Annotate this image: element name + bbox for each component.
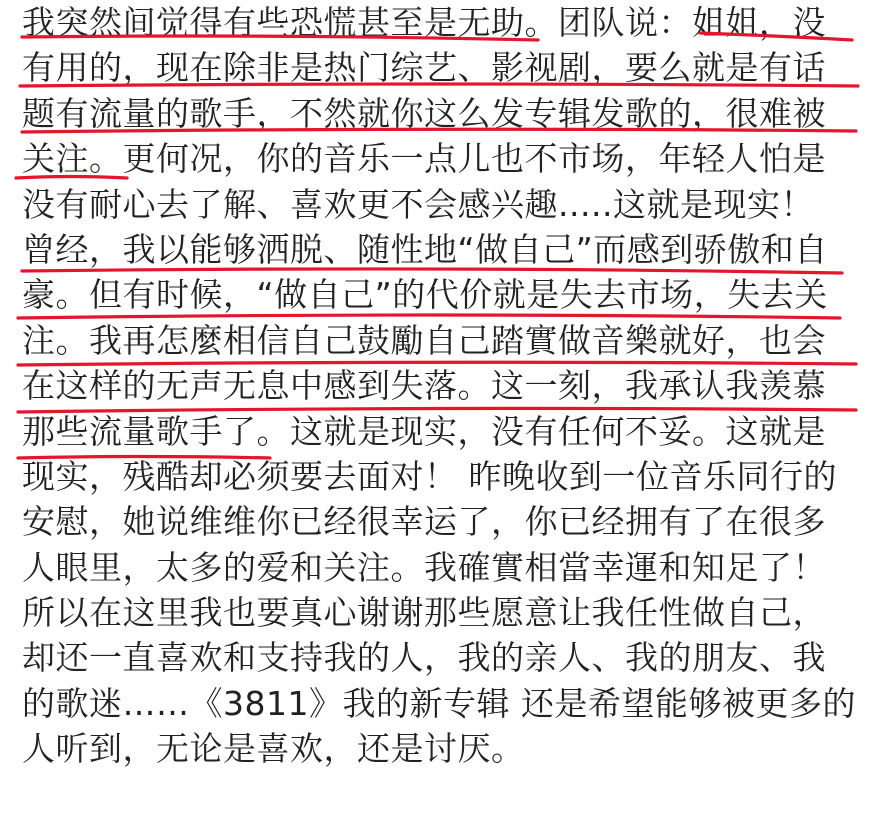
text-line-5: 没有耐心去了解、喜欢更不会感兴趣.....这就是现实！ <box>22 184 814 224</box>
text-line-8: 注。我再怎麼相信自己鼓勵自己踏實做音樂就好，也会 <box>22 320 826 360</box>
text-line-1: 我突然间觉得有些恐慌甚至是无助。团队说：姐姐，没 <box>22 3 826 42</box>
text-line-10: 那些流量歌手了。这就是现实，没有任何不妥。这就是 <box>22 411 826 451</box>
text-line-2: 有用的，现在除非是热门综艺、影视剧，要么就是有话 <box>22 48 826 88</box>
text-line-4: 关注。更何况，你的音乐一点儿也不市场，年轻人怕是 <box>22 139 826 179</box>
text-line-3: 题有流量的歌手，不然就你这么发专辑发歌的，很难被 <box>22 93 826 133</box>
text-line-14: 所以在这里我也要真心谢谢那些愿意让我任性做自己， <box>22 593 826 633</box>
text-line-11: 现实，残酷却必须要去面对！ 昨晚收到一位音乐同行的 <box>22 456 837 496</box>
text-line-17: 人听到，无论是喜欢，还是讨厌。 <box>22 729 525 769</box>
text-line-15: 却还一直喜欢和支持我的人，我的亲人、我的朋友、我 <box>22 638 826 678</box>
text-line-12: 安慰，她说维维你已经很幸运了，你已经拥有了在很多 <box>22 502 826 542</box>
text-line-13: 人眼里，太多的爱和关注。我確實相當幸運和知足了！ <box>22 547 826 587</box>
text-line-6: 曾经，我以能够洒脱、随性地“做自己”而感到骄傲和自 <box>22 229 828 269</box>
text-line-9: 在这样的无声无息中感到失落。这一刻，我承认我羡慕 <box>22 366 826 406</box>
text-line-16: 的歌迷……《3811》我的新专辑 还是希望能够被更多的 <box>22 683 856 723</box>
post-body-text <box>22 0 882 772</box>
text-line-7: 豪。但有时候，“做自己”的代价就是失去市场，失去关 <box>22 275 828 315</box>
